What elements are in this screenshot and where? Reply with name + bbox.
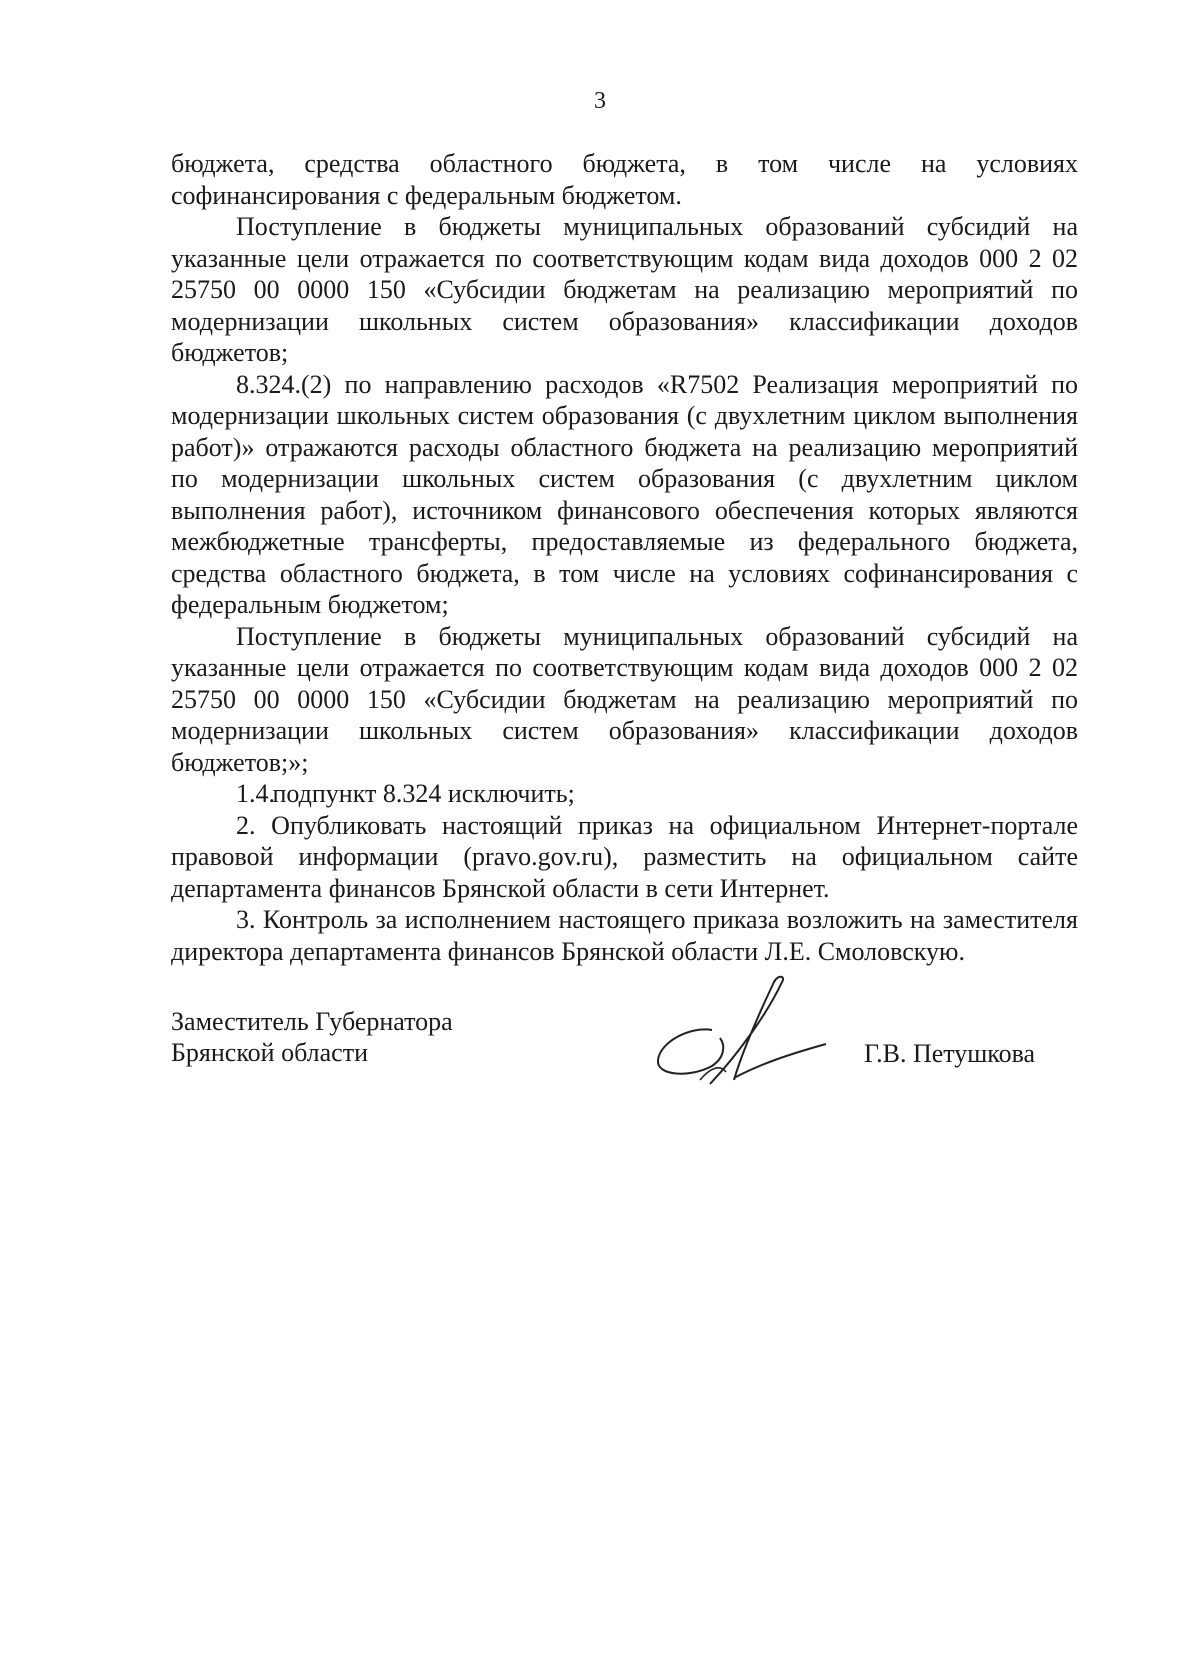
paragraph-item-1-4 — [171, 778, 1078, 810]
page-number: 3 — [594, 88, 606, 114]
paragraph-8-324-2: 8.324.(2) по направлению расходов «R7502 Реализация мероприятий по модернизации школьных систем образования (с двухлетним циклом выполнения работ)» отражаются расходы областного бюджета на реализацию мероприятий по модернизации школьных систем образования (с двухлетним циклом выполнения работ), источником финансового обеспечения которых являются межбюджетные трансферты, предоставляемые из федерального бюджета, средства областного бюджета, в том числе на условиях софинансирования с федеральным бюджетом; — [171, 369, 1078, 619]
item-1-4-text: подпункт 8.324 исключить; — [272, 779, 575, 808]
signature-stroke-loop — [658, 1029, 723, 1073]
signature-stroke-tail — [734, 1044, 826, 1078]
paragraph-revenue-receipt-1: Поступление в бюджеты муниципальных образований субсидий на указанные цели отражается по соответствующим кодам вида доходов 000 2 02 25750 00 0000 150 «Субсидии бюджетам на реализацию мероприятий по модернизации школьных систем образования» классификации доходов бюджетов; — [171, 212, 1078, 367]
handwritten-signature — [650, 972, 840, 1092]
signatory-title-line-2: Брянской области — [171, 1038, 368, 1067]
item-1-4-number: 1.4. — [236, 779, 275, 808]
paragraph-revenue-receipt-2: Поступление в бюджеты муниципальных образований субсидий на указанные цели отражается по соответствующим кодам вида доходов 000 2 02 25750 00 0000 150 «Субсидии бюджетам на реализацию мероприятий по модернизации школьных систем образования» классификации доходов бюджетов;»; — [171, 621, 1078, 777]
paragraph-control: 3. Контроль за исполнением настоящего приказа возложить на заместителя директора департамента финансов Брянской области Л.Е. Смоловскую. — [171, 905, 1078, 966]
paragraph-continuation: бюджета, средства областного бюджета, в том числе на условиях софинансирования с федеральным бюджетом. — [171, 149, 1078, 210]
signatory-title-line-1: Заместитель Губернатора — [171, 1007, 453, 1036]
document-body — [171, 148, 1078, 967]
signatory-title — [171, 1006, 453, 1068]
signatory-name: Г.В. Петушкова — [864, 1039, 1036, 1068]
paragraph-publish: 2. Опубликовать настоящий приказ на официальном Интернет-портале правовой информации (pravo.gov.ru), разместить на официальном сайте департамента финансов Брянской области в сети Интернет. — [171, 810, 1078, 903]
